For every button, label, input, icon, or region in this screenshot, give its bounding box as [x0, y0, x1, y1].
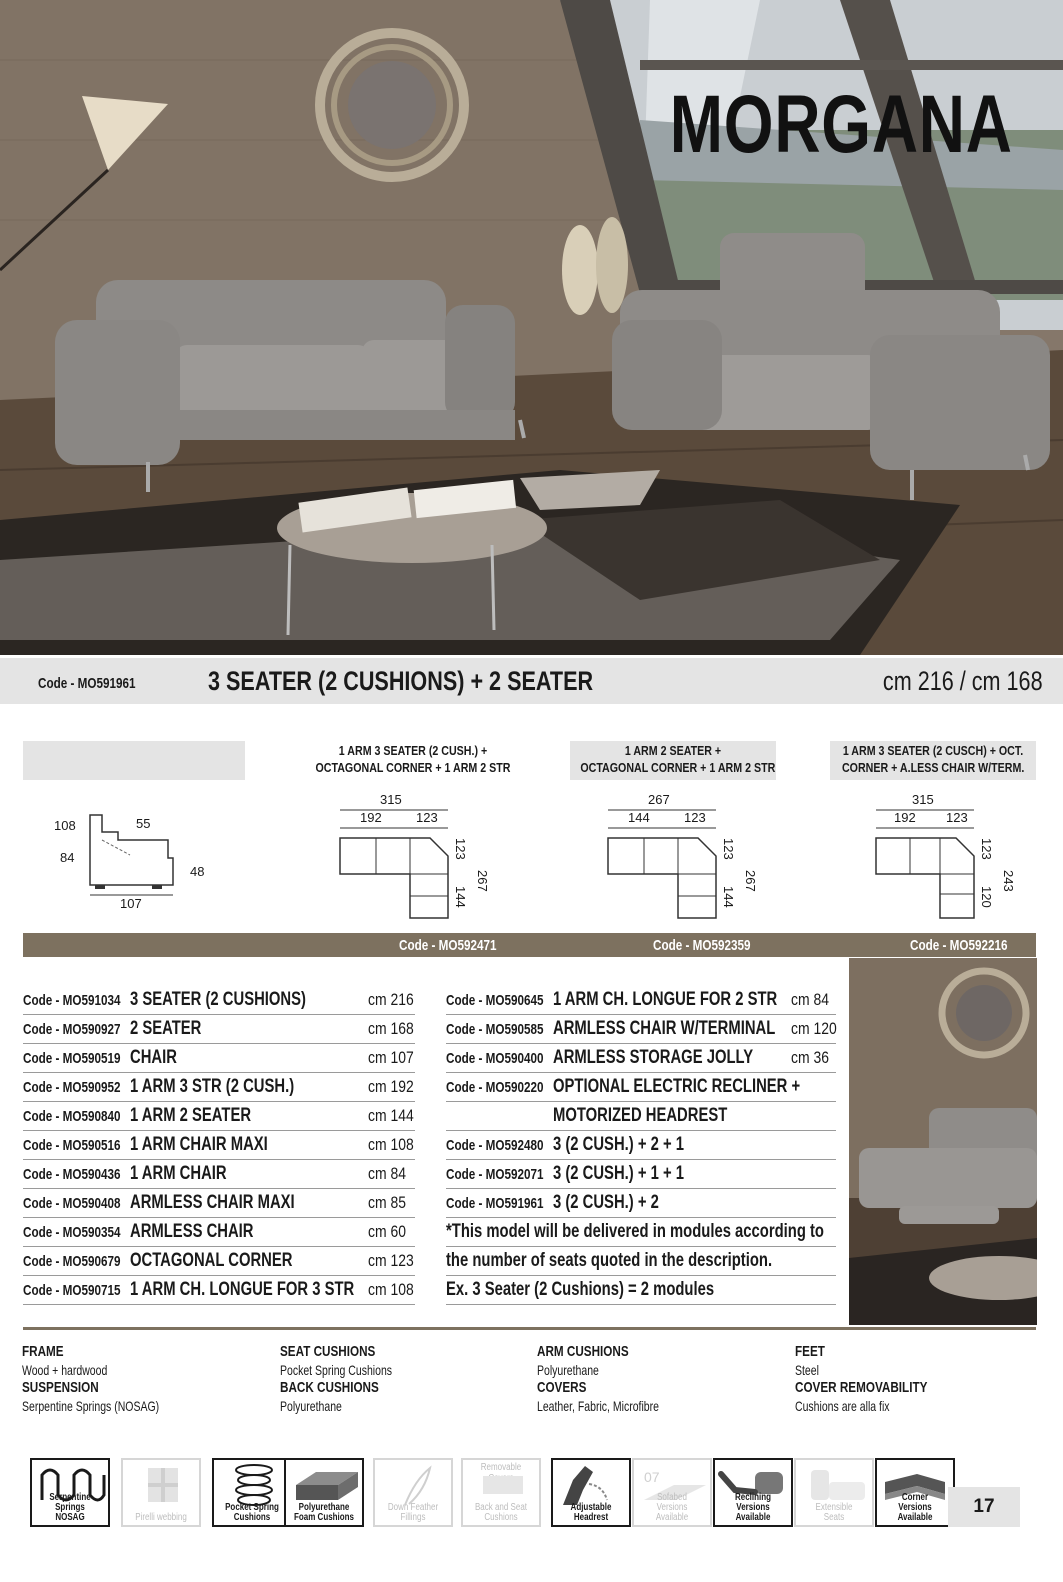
adjustable-headrest-icon: Adjustable Headrest	[551, 1458, 631, 1527]
table-row: Code - MO590952 1 ARM 3 STR (2 CUSH.) cm 192	[23, 1073, 415, 1102]
table-row: Code - MO590400 ARMLESS STORAGE JOLLY cm 36	[446, 1044, 836, 1073]
table-row: Code - MO590516 1 ARM CHAIR MAXI cm 108	[23, 1131, 415, 1160]
table-row: Code - MO590585 ARMLESS CHAIR W/TERMINAL cm 120	[446, 1015, 836, 1044]
config-label-2: 1 ARM 2 SEATER + OCTAGONAL CORNER + 1 ARM 2 STR	[580, 743, 776, 775]
table-row: Code - MO590436 1 ARM CHAIR cm 84	[23, 1160, 415, 1189]
table-row: Code - MO590840 1 ARM 2 SEATER cm 144	[23, 1102, 415, 1131]
main-product-bar	[0, 658, 1063, 704]
svg-text:267: 267	[743, 870, 758, 892]
config-diagram-1	[330, 790, 510, 925]
product-title: MORGANA	[669, 79, 1013, 170]
table-row: Code - MO590354 ARMLESS CHAIR cm 60	[23, 1218, 415, 1247]
removable-covers-icon: Removable Back and Seat Cushions	[461, 1458, 541, 1527]
svg-text:123: 123	[453, 838, 468, 860]
note-line-2: the number of seats quoted in the description.	[446, 1247, 836, 1276]
table-row: Code - MO591961 3 (2 CUSH.) + 2	[446, 1189, 836, 1218]
config-blank-label	[23, 741, 245, 780]
sofabed-icon: 07 Sofabed Versions Available	[632, 1458, 712, 1527]
svg-text:315: 315	[912, 792, 934, 807]
table-row: Code - MO590715 1 ARM CH. LONGUE FOR 3 STR cm 108	[23, 1276, 415, 1305]
profile-h-arm: 84	[60, 850, 75, 865]
down-feather-icon: Down Feather Fillings	[373, 1458, 453, 1527]
config-diagram-2	[598, 790, 778, 925]
section-divider	[23, 1327, 1036, 1330]
svg-text:144: 144	[453, 886, 468, 908]
profile-h-back: 108	[54, 818, 76, 833]
extensible-seats-icon: Extensible Seats	[794, 1458, 874, 1527]
config-code-strip	[23, 933, 1036, 957]
svg-text:07: 07	[644, 1469, 660, 1485]
svg-text:123: 123	[416, 810, 438, 825]
svg-text:192: 192	[894, 810, 916, 825]
svg-text:144: 144	[628, 810, 650, 825]
main-code: Code - MO591961	[38, 675, 136, 692]
serpentine-springs-icon: Serpentine Springs NOSAG	[30, 1458, 110, 1527]
table-row: Code - MO590645 1 ARM CH. LONGUE FOR 2 STR cm 84	[446, 986, 836, 1015]
config-code-1: Code - MO592471	[399, 937, 497, 954]
spec-col-1: FRAME Wood + hardwood SUSPENSION Serpentine Springs (NOSAG)	[22, 1343, 160, 1414]
table-row: Code - MO592480 3 (2 CUSH.) + 2 + 1	[446, 1131, 836, 1160]
svg-text:123: 123	[979, 838, 994, 860]
table-row: Code - MO590927 2 SEATER cm 168	[23, 1015, 415, 1044]
pirelli-webbing-icon: Pirelli webbing	[121, 1458, 201, 1527]
hero-photo	[0, 0, 1063, 655]
profile-depth: 107	[120, 896, 142, 911]
profile-h-seat: 48	[190, 864, 205, 879]
svg-text:123: 123	[721, 838, 736, 860]
table-row: Code - MO591034 3 SEATER (2 CUSHIONS) cm 216	[23, 986, 415, 1015]
spec-col-2: SEAT CUSHIONS Pocket Spring Cushions BACK CUSHIONS Polyurethane	[280, 1343, 393, 1414]
config-code-2: Code - MO592359	[653, 937, 751, 954]
svg-text:123: 123	[684, 810, 706, 825]
svg-text:123: 123	[946, 810, 968, 825]
main-size: cm 216 / cm 168	[883, 666, 1043, 696]
svg-text:267: 267	[648, 792, 670, 807]
pocket-spring-icon: Pocket Spring Cushions	[212, 1458, 292, 1527]
note-line-3: Ex. 3 Seater (2 Cushions) = 2 modules	[446, 1276, 836, 1305]
profile-seat-depth: 55	[136, 816, 151, 831]
page-number: 17	[948, 1487, 1020, 1527]
config-1-total: 315	[380, 792, 402, 807]
spec-col-4: FEET Steel COVER REMOVABILITY Cushions are alla fix	[795, 1343, 928, 1414]
config-diagram-3	[866, 790, 1046, 925]
profile-diagram	[40, 800, 240, 920]
table-row: Code - MO590408 ARMLESS CHAIR MAXI cm 85	[23, 1189, 415, 1218]
svg-text:267: 267	[475, 870, 490, 892]
recliner-photo	[849, 958, 1037, 1325]
config-label-1: 1 ARM 3 SEATER (2 CUSH.) + OCTAGONAL CORNER + 1 ARM 2 STR	[315, 743, 511, 775]
corner-versions-icon: Corner Versions Available	[875, 1458, 955, 1527]
spec-col-3: ARM CUSHIONS Polyurethane COVERS Leather, Fabric, Microfibre	[537, 1343, 659, 1414]
main-title: 3 SEATER (2 CUSHIONS) + 2 SEATER	[208, 666, 594, 696]
table-row: Code - MO590519 CHAIR cm 107	[23, 1044, 415, 1073]
config-code-3: Code - MO592216	[910, 937, 1008, 954]
table-row: Code - MO590679 OCTAGONAL CORNER cm 123	[23, 1247, 415, 1276]
table-row: MOTORIZED HEADREST	[446, 1102, 836, 1131]
table-row: Code - MO592071 3 (2 CUSH.) + 1 + 1	[446, 1160, 836, 1189]
polyurethane-foam-icon: Polyurethane Foam Cushions	[284, 1458, 364, 1527]
reclining-icon: Reclining Versions Available	[713, 1458, 793, 1527]
svg-text:192: 192	[360, 810, 382, 825]
note-line-1: *This model will be delivered in modules according to	[446, 1218, 836, 1247]
svg-text:243: 243	[1001, 870, 1016, 892]
svg-text:120: 120	[979, 886, 994, 908]
svg-text:144: 144	[721, 886, 736, 908]
table-row: Code - MO590220 OPTIONAL ELECTRIC RECLINER +	[446, 1073, 836, 1102]
config-label-3: 1 ARM 3 SEATER (2 CUSCH) + OCT. CORNER + A.LESS CHAIR W/TERM.	[841, 743, 1025, 775]
